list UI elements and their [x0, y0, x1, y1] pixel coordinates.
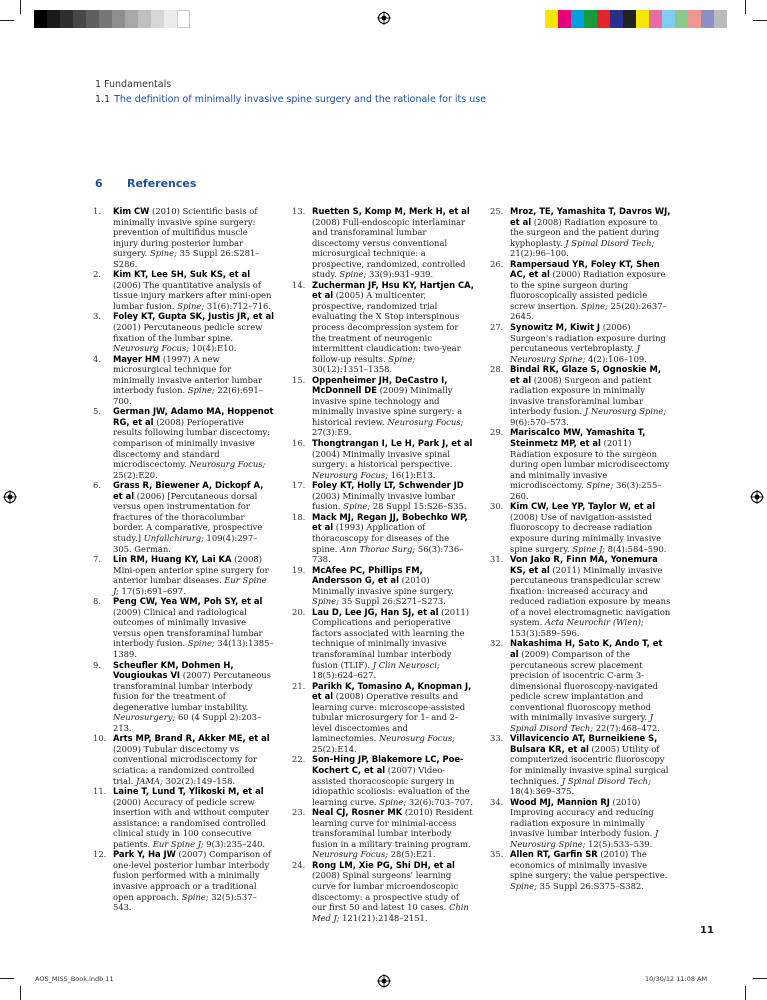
reference-authors: Ruetten S, Komp M, Merk H, et al [312, 206, 470, 216]
reference-number: 31. [490, 554, 504, 565]
reference-authors: Thongtrangan I, Le H, Park J, et al [312, 438, 473, 449]
crop-mark [753, 20, 767, 21]
reference-citation: 25(2):E20. [113, 469, 158, 480]
reference-citation: 35 Suppl 26:S271–S273. [338, 596, 446, 607]
reference-citation: 32(6):703–707. [406, 796, 474, 807]
reference-title: (2011) Complications and perioperative factors associated with learning the technique of minimally invasive transforaminal lumbar interbody fusion (TLIF). [312, 606, 470, 670]
reference-number: 25. [490, 206, 504, 216]
reference-number: 6. [93, 480, 101, 491]
reference-authors: Foley KT, Holly LT, Schwender JD [312, 480, 464, 491]
reference-text [113, 269, 275, 311]
reference-journal: Spine; [187, 638, 215, 649]
reference-title: (2007) Percutaneous transforaminal lumbar interbody fusion for the treatment of degenerative lumbar instability. [113, 670, 271, 712]
reference-title: (2001) Percutaneous pedicle screw fixation of the lumbar spine. [113, 322, 263, 343]
reference-column-1 [93, 206, 275, 913]
reference-authors: Wood MJ, Mannion RJ [510, 796, 610, 807]
reference-number: 32. [490, 638, 504, 649]
reference-citation: 28 Suppl 15:S26–S35. [370, 501, 467, 512]
reference-title: (2003) Minimally invasive lumbar fusion. [312, 490, 456, 512]
heading-title: References [127, 177, 197, 190]
reference-text [113, 554, 275, 596]
reference-citation: 302(2):149–158. [162, 775, 236, 786]
reference-citation: 17(5):691–697. [118, 585, 186, 596]
page-number: 11 [700, 925, 714, 936]
section-number: 1.1 [95, 94, 111, 105]
reference-authors: Mariscalco MW, Yamashita T, Steinmetz MP, et al [510, 427, 646, 449]
reference-number: 10. [93, 733, 107, 744]
reference-citation: 121(21):2148–2151. [339, 912, 428, 923]
reference-title: (2010) Scientific basis of minimally invasive spine surgery: prevention of multifidus muscle injury during posterior lumbar surgery. [113, 206, 258, 259]
reference-text [113, 354, 275, 407]
reference-item [292, 807, 474, 860]
reference-number: 4. [93, 353, 101, 364]
reference-title: (2008) Perioperative results following lumbar discectomy: comparison of minimally invasive discectomy and standard microdiscectomy. [113, 416, 271, 470]
reference-number: 26. [490, 258, 504, 269]
reference-journal: Spine; [343, 501, 371, 512]
registration-mark-icon [377, 11, 391, 25]
reference-text [113, 406, 275, 480]
reference-title: (2008) Spinal surgeons' learning curve for lumbar microendoscopic discectomy: a prospective study of our first 50 and latest 10 cases. [312, 870, 459, 913]
reference-citation: 21(2):96–100. [510, 248, 569, 259]
reference-title: (2000) Radiation exposure to the spine surgeon during fluoroscopically assisted pedicle screw insertion. [510, 269, 666, 311]
reference-title: (2006) Surgeon's radiation exposure during percutaneous vertebroplasty. [510, 322, 666, 354]
reference-title: (2008) Full-endoscopic interlaminar and transforaminal lumbar discectomy versus conventional microsurgical technique: a prospective, randomized, controlled study. [312, 216, 466, 280]
reference-citation: 60 (4 Suppl 2):203–213. [113, 712, 262, 733]
reference-item [490, 733, 672, 796]
reference-journal: Spine; [388, 353, 416, 364]
running-header-section [95, 94, 486, 105]
reference-authors: Lau D, Lee JG, Han SJ, et al [312, 606, 439, 617]
reference-journal: J Neurosurg Spine; [510, 343, 640, 364]
reference-item [490, 427, 672, 501]
registration-mark-icon [377, 974, 391, 988]
reference-title: (2007) Video-assisted thoracoscopic surgery in idiopathic scoliosis: evaluation of the learning curve. [312, 764, 470, 807]
reference-item [93, 480, 275, 554]
reference-text [113, 206, 275, 269]
reference-citation: 9(6):570–573. [510, 416, 569, 427]
reference-text [113, 733, 275, 786]
reference-journal: Ann Thorac Surg; [340, 543, 416, 554]
reference-journal: Spine; [149, 248, 177, 259]
reference-authors: Oppenheimer JH, DeCastro I, McDonnell DE [312, 374, 448, 396]
reference-number: 19. [292, 564, 306, 575]
reference-citation: 25(2):E14. [312, 743, 357, 754]
reference-journal: Spine; [187, 385, 215, 396]
crop-mark [745, 986, 746, 1000]
reference-number: 15. [292, 374, 306, 385]
crop-mark [0, 978, 14, 979]
reference-text [510, 322, 672, 364]
crop-mark [20, 986, 21, 1000]
reference-title: (2005) A multicenter, prospective, randomized trial evaluating the X Stop interspinous process decompression system for the treatment of neurogenic intermittent claudication: two-year follow-up results. [312, 290, 461, 364]
reference-citation: 9(3):235–240. [203, 838, 266, 849]
reference-text [510, 501, 672, 554]
reference-item [292, 375, 474, 438]
reference-citation: 22(6):691–700. [113, 385, 263, 406]
reference-journal: Spine; [177, 300, 205, 311]
reference-title: (2008) Radiation exposure to the surgeon and the patient during kyphoplasty. [510, 216, 660, 248]
reference-authors: Kim CW [113, 206, 150, 216]
reference-number: 33. [490, 733, 504, 744]
reference-journal: Neurosurg Focus; [113, 343, 190, 354]
reference-title: (2009) Tubular discectomy vs conventional microdiscectomy for sciatica: a randomized controlled trial. [113, 743, 257, 786]
reference-item [292, 512, 474, 565]
reference-citation: 35 Suppl 26:S375–S382. [536, 881, 644, 891]
reference-text [510, 206, 672, 259]
reference-citation: 153(3):589–596. [510, 627, 580, 638]
reference-text [312, 807, 474, 860]
reference-title: (2004) Minimally invasive spinal surgery: a historical perspective. [312, 448, 453, 470]
reference-item [93, 660, 275, 734]
reference-number: 27. [490, 322, 504, 333]
crop-mark [745, 0, 746, 14]
reference-title: (2008) Surgeon and patient radiation exposure in minimally invasive transforaminal lumbar interbody fusion. [510, 374, 652, 417]
reference-citation: 27(3):E9. [312, 427, 352, 438]
reference-authors: Kim KT, Lee SH, Suk KS, et al [113, 269, 251, 280]
reference-authors: McAfee PC, Phillips FM, Andersson G, et al [312, 564, 423, 586]
reference-text [312, 565, 474, 607]
reference-number: 13. [292, 206, 306, 216]
reference-authors: German JW, Adamo MA, Hoppenot RG, et al [113, 406, 274, 427]
reference-item [292, 565, 474, 607]
reference-journal: Acta Neurochir (Wien); [544, 617, 644, 628]
reference-title: (2007) Comparison of one-level posterior lumbar interbody fusion performed with a minimally invasive approach or a traditional open approach. [113, 849, 272, 902]
reference-journal: Spine; [312, 596, 339, 607]
reference-number: 17. [292, 480, 306, 491]
reference-journal: Spine; [339, 269, 367, 280]
reference-number: 22. [292, 754, 306, 765]
reference-citation: 10(4):E10. [189, 343, 237, 354]
reference-journal: Spine J; [572, 543, 605, 554]
reference-journal: Neurosurg Focus; [312, 469, 389, 480]
reference-item [490, 849, 672, 891]
reference-authors: Mayer HM [113, 353, 161, 364]
reference-item [490, 638, 672, 733]
registration-mark-icon [3, 490, 17, 504]
reference-item [292, 438, 474, 480]
reference-title: (2008) Use of navigation-assisted fluoroscopy to decrease radiation exposure during minimally invasive spine surgery. [510, 511, 662, 554]
reference-title: (2011) Minimally invasive percutaneous transpedicular screw fixation: increased accuracy and reduced radiation exposure by means of a novel electromagnetic navigation system. [510, 564, 671, 628]
reference-authors: Synowitz M, Kiwit J [510, 322, 601, 333]
reference-item [93, 849, 275, 912]
reference-item [93, 269, 275, 311]
reference-authors: Arts MP, Brand R, Akker ME, et al [113, 733, 270, 744]
reference-item [93, 354, 275, 407]
reference-item [93, 596, 275, 659]
reference-number: 35. [490, 849, 504, 860]
reference-authors: Mroz, TE, Yamashita T, Davros WJ, et al [510, 206, 671, 227]
reference-journal: Spine; [181, 891, 209, 902]
reference-authors: Laine T, Lund T, Ylikoski M, et al [113, 786, 264, 797]
reference-text [312, 860, 474, 923]
references-heading [95, 177, 196, 190]
reference-citation: 30(12):1351–1358. [312, 364, 393, 375]
reference-text [312, 512, 474, 565]
reference-text [510, 849, 672, 891]
reference-journal: J Spinal Disord Tech; [510, 712, 654, 733]
reference-journal: Eur Spine J; [152, 838, 204, 849]
reference-item [93, 311, 275, 353]
reference-title: (2008) Mini-open anterior spine surgery for anterior lumbar diseases. [113, 554, 269, 586]
reference-text [510, 364, 672, 427]
reference-title: (2010) The economics of minimally invasive spine surgery: the value perspective. [510, 849, 668, 881]
reference-item [292, 860, 474, 923]
reference-title: (2006) [Percutaneous dorsal versus open instrumentation for fractures of the thoracolumbar border. A comparative, prospective study.] [113, 490, 263, 543]
reference-item [93, 786, 275, 849]
reference-item [490, 322, 672, 364]
reference-number: 29. [490, 427, 504, 438]
reference-title: (2000) Accuracy of pedicle screw insertion with and without computer assistance: a randomised controlled clinical study in 100 consecutive patients. [113, 796, 269, 849]
reference-text [312, 607, 474, 681]
reference-citation: 25(20):2637–2645. [510, 300, 667, 322]
reference-title: (1993) Application of thoracoscopy for diseases of the spine. [312, 522, 450, 554]
section-title: The definition of minimally invasive spine surgery and the rationale for its use [114, 94, 487, 105]
reference-journal: Spine; [510, 881, 537, 891]
reference-number: 30. [490, 501, 504, 512]
reference-item [490, 259, 672, 322]
reference-journal: Neurosurg Focus; [189, 459, 266, 470]
reference-journal: Spine; [586, 480, 614, 491]
reference-number: 28. [490, 364, 504, 375]
reference-citation: 16(1):E13. [388, 469, 436, 480]
reference-text [510, 427, 672, 501]
reference-number: 8. [93, 596, 101, 607]
slug-timestamp: 10/30/12 11:08 AM [645, 975, 708, 983]
reference-item [93, 206, 275, 269]
reference-text [312, 206, 474, 280]
reference-number: 2. [93, 269, 101, 280]
heading-number: 6 [95, 177, 103, 190]
reference-text [312, 280, 474, 375]
reference-authors: Peng CW, Yea WM, Poh SY, et al [113, 596, 263, 607]
reference-title: (2011) Radiation exposure to the surgeon during open lumbar microdiscectomy and minimally invasive microdiscectomy. [510, 438, 670, 491]
reference-authors: Bindal RK, Glaze S, Ognoskie M, et al [510, 364, 662, 385]
reference-item [292, 754, 474, 807]
reference-journal: J Neurosurg Spine; [510, 828, 659, 849]
reference-number: 21. [292, 680, 306, 691]
reference-number: 18. [292, 511, 306, 522]
reference-text [510, 638, 672, 733]
reference-title: (2009) Minimally invasive spine technology and minimally invasive spine surgery: a historical review. [312, 385, 463, 427]
reference-authors: Son-Hing JP, Blakemore LC, Poe-Kochert C, et al [312, 754, 464, 775]
reference-item [490, 554, 672, 638]
reference-text [510, 797, 672, 850]
reference-journal: Spine; [379, 796, 407, 807]
color-bar [545, 10, 727, 28]
reference-authors: Neal CJ, Rosner MK [312, 807, 403, 818]
reference-item [292, 607, 474, 681]
reference-column-3 [490, 206, 672, 892]
reference-citation: 8(4):584–590. [604, 543, 667, 554]
reference-number: 7. [93, 554, 101, 565]
reference-number: 20. [292, 606, 306, 617]
reference-number: 34. [490, 796, 504, 807]
registration-mark-icon [750, 490, 764, 504]
reference-number: 16. [292, 438, 306, 449]
reference-text [510, 554, 672, 638]
reference-text [312, 438, 474, 480]
reference-text [113, 596, 275, 659]
reference-text [510, 733, 672, 796]
reference-journal: JAMA; [136, 775, 163, 786]
reference-citation: 31(6):712–716. [204, 300, 272, 311]
reference-item [292, 681, 474, 755]
reference-item [93, 554, 275, 596]
reference-item [292, 480, 474, 512]
reference-authors: Park Y, Ha JW [113, 849, 176, 860]
reference-journal: J Spinal Disord Tech; [561, 775, 651, 786]
reference-citation: 22(7):468–472. [593, 722, 660, 733]
reference-text [113, 480, 275, 554]
slug-file-info: AOS_MISS_Book.indb 11 [35, 975, 114, 983]
reference-citation: 18(4):369–375. [510, 786, 575, 797]
reference-number: 3. [93, 311, 101, 322]
reference-journal: J Spinal Disord Tech; [565, 237, 655, 248]
reference-text [113, 660, 275, 734]
reference-authors: Parikh K, Tomasino A, Knopman J, et al [312, 680, 472, 702]
reference-authors: Rampersaud YR, Foley KT, Shen AC, et al [510, 258, 660, 280]
reference-item [490, 501, 672, 554]
reference-column-2 [292, 206, 474, 923]
reference-title: (2010) Minimally invasive spine surgery. [312, 575, 454, 596]
reference-item [490, 206, 672, 259]
reference-journal: Neurosurg Focus; [312, 849, 389, 860]
crop-mark [753, 978, 767, 979]
reference-title: (2006) The quantitative analysis of tissue injury markers after mini-open lumbar fusion. [113, 279, 272, 311]
reference-number: 11. [93, 786, 107, 797]
reference-authors: Nakashima H, Sato K, Ando T, et al [510, 638, 663, 659]
reference-item [490, 364, 672, 427]
reference-title: (2009) Comparison of the percutaneous screw placement precision of isocentric C-arm 3-dimensional fluoroscopy-navigated pedicle screw implantation and conventional fluoroscopy method with minimally invasive surgery. [510, 648, 658, 723]
reference-item [93, 733, 275, 786]
crop-mark [20, 0, 21, 14]
reference-number: 23. [292, 807, 306, 818]
reference-authors: Scheufler KM, Dohmen H, Vougioukas VI [113, 659, 234, 681]
reference-text [312, 480, 474, 512]
reference-citation: 33(9):931–939. [366, 269, 434, 280]
reference-title: (2005) Utility of computerized isocentric fluoroscopy for minimally invasive spinal surgical techniques. [510, 743, 669, 786]
reference-number: 5. [93, 406, 101, 417]
running-header-chapter: 1 Fundamentals [95, 79, 172, 90]
reference-journal: Eur Spine J; [113, 575, 267, 596]
reference-title: (1997) A new microsurgical technique for minimally invasive anterior lumbar interbody fusion. [113, 353, 262, 396]
reference-citation: 34(13):1385–1389. [113, 638, 274, 659]
reference-text [312, 375, 474, 438]
reference-authors: Zucherman JF, Hsu KY, Hartjen CA, et al [312, 279, 474, 301]
reference-text [312, 681, 474, 755]
grayscale-bar [34, 10, 190, 28]
reference-citation: 109(4):297–305. German. [113, 532, 258, 554]
reference-authors: Lin RM, Huang KY, Lai KA [113, 554, 232, 565]
reference-text [113, 786, 275, 849]
reference-authors: Villavicencio AT, Burneikiene S, Bulsara KR, et al [510, 733, 658, 754]
reference-authors: Mack MJ, Regan JJ, Bobechko WP, et al [312, 511, 468, 533]
reference-authors: Allen RT, Garfin SR [510, 849, 598, 860]
reference-text [113, 849, 275, 912]
reference-number: 24. [292, 859, 306, 870]
reference-authors: Grass R, Biewener A, Dickopf A, et al [113, 480, 264, 501]
reference-item [292, 280, 474, 375]
reference-text [312, 754, 474, 807]
reference-journal: Chin Med J; [312, 902, 469, 923]
crop-mark [0, 20, 14, 21]
reference-item [292, 206, 474, 280]
reference-journal: Unfallchirurg; [143, 532, 204, 543]
reference-title: (2010) Improving accuracy and reducing radiation exposure in minimally invasive lumbar interbody fusion. [510, 796, 655, 839]
reference-citation: 35 Suppl 26:S281–S286. [113, 248, 260, 269]
reference-journal: J Neurosurg Spine; [584, 406, 667, 417]
reference-journal: J Clin Neurosci; [372, 659, 440, 670]
reference-citation: 36(3):255–260. [510, 480, 662, 501]
reference-authors: Rong LM, Xie PG, Shi DH, et al [312, 859, 455, 870]
reference-citation: 32(5):537–543. [113, 891, 257, 913]
reference-journal: Neurosurg Focus; [387, 416, 464, 427]
reference-number: 12. [93, 849, 107, 860]
reference-journal: Neurosurg Focus; [378, 733, 455, 744]
reference-text [113, 311, 275, 353]
reference-text [510, 259, 672, 322]
reference-citation: 56(3):736–738. [312, 543, 464, 565]
reference-authors: Von Jako R, Finn MA, Yonemura KS, et al [510, 554, 658, 575]
reference-title: (2008) Operative results and learning curve: microscope-assisted tubular microsurgery for 1- and 2-level discectomies and laminectomies. [312, 691, 466, 744]
reference-item [490, 797, 672, 850]
reference-citation: 18(5):624–627. [312, 670, 377, 681]
reference-number: 9. [93, 659, 101, 670]
reference-title: (2010) Resident learning curve for minimal-access transforaminal lumbar interbody fusion in a military training program. [312, 807, 473, 849]
reference-number: 14. [292, 279, 306, 290]
reference-citation: 4(2):106–109. [585, 353, 647, 364]
reference-title: (2009) Clinical and radiological outcomes of minimally invasive versus open transforaminal lumbar interbody fusion. [113, 606, 263, 649]
reference-authors: Kim CW, Lee YP, Taylor W, et al [510, 501, 656, 512]
reference-item [93, 406, 275, 480]
reference-journal: Spine; [580, 300, 608, 311]
reference-journal: Neurosurgery; [113, 712, 176, 723]
reference-citation: 28(5):E21. [388, 849, 436, 860]
reference-citation: 12(5):533–539. [585, 838, 653, 849]
reference-authors: Foley KT, Gupta SK, Justis JR, et al [113, 311, 274, 322]
reference-number: 1. [93, 206, 101, 216]
